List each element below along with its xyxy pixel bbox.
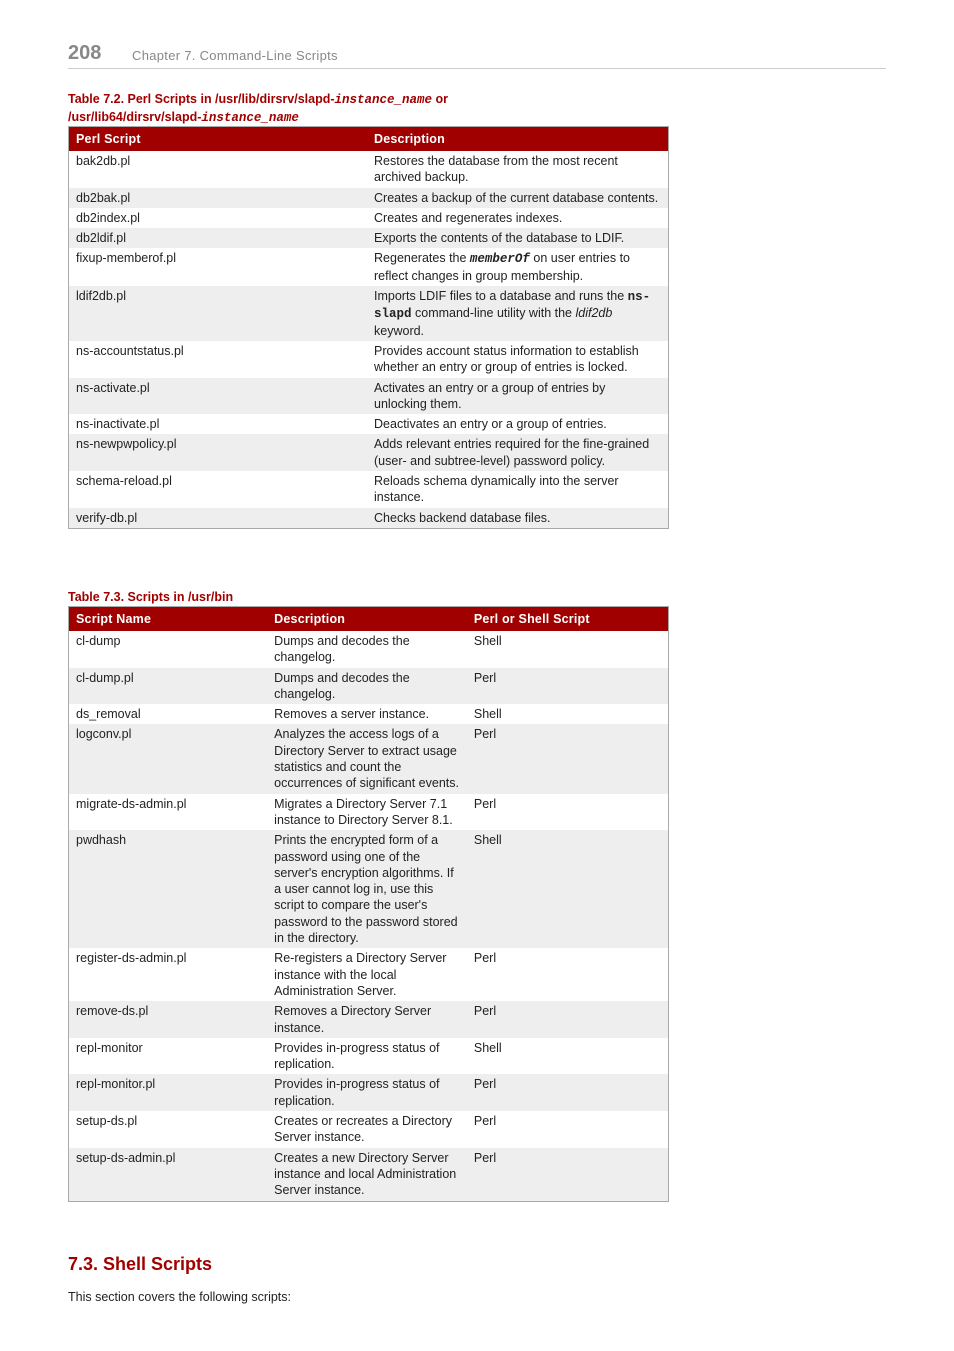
script-name: pwdhash xyxy=(69,830,268,948)
table-row xyxy=(69,228,669,248)
script-name: repl-monitor.pl xyxy=(69,1074,268,1111)
table-row xyxy=(69,208,669,228)
script-name: db2ldif.pl xyxy=(69,228,368,248)
table-row xyxy=(69,668,669,705)
table-row xyxy=(69,631,669,668)
script-description: Deactivates an entry or a group of entries. xyxy=(374,417,607,432)
script-type: Perl xyxy=(467,724,669,793)
script-description: Removes a server instance. xyxy=(274,707,430,722)
script-name: setup-ds-admin.pl xyxy=(69,1148,268,1201)
script-description: Imports LDIF files to a database and runs the ns-slapd command-line utility with the ldif2db keyword. xyxy=(367,286,668,341)
script-name: register-ds-admin.pl xyxy=(76,951,187,966)
script-description: Checks backend database files. xyxy=(367,508,668,529)
script-name: setup-ds.pl xyxy=(76,1114,138,1129)
script-description: Creates a new Directory Server instance and local Administration Server instance. xyxy=(267,1148,467,1201)
script-description: Analyzes the access logs of a Directory Server to extract usage statistics and count the occurrences of significant events. xyxy=(267,724,467,793)
script-type: Perl xyxy=(473,796,497,811)
script-name: fixup-memberof.pl xyxy=(76,251,177,266)
script-type: Perl xyxy=(467,1001,669,1038)
table-row xyxy=(69,704,669,724)
script-name: logconv.pl xyxy=(69,724,268,793)
table-row xyxy=(69,1074,669,1111)
script-name: ns-newpwpolicy.pl xyxy=(69,434,368,471)
script-name: ldif2db.pl xyxy=(69,286,368,341)
table-row xyxy=(69,508,669,529)
table-row xyxy=(69,724,669,793)
script-description: Regenerates the memberOf on user entries to reflect changes in group membership. xyxy=(374,251,630,283)
script-description: Migrates a Directory Server 7.1 instance to Directory Server 8.1. xyxy=(274,796,453,827)
script-type: Perl xyxy=(473,951,497,966)
table-row xyxy=(69,151,669,188)
script-type: Shell xyxy=(473,1040,502,1055)
table-row xyxy=(69,378,669,415)
table-7-2-caption: Table 7.2. Perl Scripts in /usr/lib/dirsrv/slapd-instance_name or /usr/lib64/dirsrv/slapd-instance_name xyxy=(68,92,449,125)
column-header: Description xyxy=(267,607,467,632)
table-row xyxy=(69,948,669,1001)
table-row xyxy=(69,1111,669,1148)
script-description: Provides account status information to establish whether an entry or group of entries is locked. xyxy=(374,343,639,375)
table-row xyxy=(69,414,669,434)
page-header xyxy=(68,42,886,69)
script-name: ns-accountstatus.pl xyxy=(76,343,184,358)
table-row xyxy=(69,248,669,286)
table-row xyxy=(69,794,669,831)
table-row xyxy=(69,1148,669,1201)
chapter-title: Chapter 7. Command-Line Scripts xyxy=(132,48,338,63)
script-name: ns-activate.pl xyxy=(69,378,368,415)
script-name: schema-reload.pl xyxy=(76,474,172,489)
script-name: remove-ds.pl xyxy=(69,1001,268,1038)
script-name: db2bak.pl xyxy=(69,188,368,208)
script-description: Creates a backup of the current database contents. xyxy=(367,188,668,208)
script-name: verify-db.pl xyxy=(69,508,368,529)
script-description: Restores the database from the most recent archived backup. xyxy=(374,154,618,185)
script-description: Re-registers a Directory Server instance with the local Administration Server. xyxy=(274,951,447,998)
script-name: db2index.pl xyxy=(76,210,140,225)
script-name: bak2db.pl xyxy=(76,154,131,168)
script-description: Adds relevant entries required for the fine-grained (user- and subtree-level) password policy. xyxy=(367,434,668,471)
section-intro: This section covers the following scripts: xyxy=(68,1290,292,1304)
table-header-row xyxy=(69,127,669,152)
script-description: Dumps and decodes the changelog. xyxy=(274,634,410,665)
script-type: Shell xyxy=(473,634,502,648)
script-name: ds_removal xyxy=(76,707,141,722)
script-description: Reloads schema dynamically into the server instance. xyxy=(374,474,619,505)
script-type: Perl xyxy=(473,1114,497,1129)
table-row xyxy=(69,434,669,471)
script-description: Prints the encrypted form of a password using one of the server's encryption algorithms. If a user cannot log in, use this script to compare the user's password to the password stored in the directory. xyxy=(267,830,467,948)
section-heading: 7.3. Shell Scripts xyxy=(68,1254,213,1274)
usr-bin-scripts-table xyxy=(68,606,669,1202)
script-type: Perl xyxy=(467,668,669,705)
column-header: Script Name xyxy=(69,607,268,632)
perl-scripts-table xyxy=(68,126,669,529)
table-row xyxy=(69,471,669,508)
script-type: Perl xyxy=(467,1074,669,1111)
table-row xyxy=(69,341,669,378)
script-name: cl-dump xyxy=(76,634,121,648)
column-header: Description xyxy=(367,127,668,152)
script-name: cl-dump.pl xyxy=(69,668,268,705)
script-name: ns-inactivate.pl xyxy=(76,417,160,432)
table-row xyxy=(69,188,669,208)
table-7-3-caption: Table 7.3. Scripts in /usr/bin xyxy=(68,590,234,604)
column-header: Perl or Shell Script xyxy=(467,607,669,632)
script-description: Removes a Directory Server instance. xyxy=(267,1001,467,1038)
script-description: Provides in-progress status of replication. xyxy=(274,1040,440,1072)
script-name: repl-monitor xyxy=(76,1040,143,1055)
script-type: Perl xyxy=(467,1148,669,1201)
table-row xyxy=(69,830,669,948)
table-row xyxy=(69,1001,669,1038)
script-type: Shell xyxy=(467,830,669,948)
script-description: Creates or recreates a Directory Server instance. xyxy=(274,1114,453,1145)
script-type: Shell xyxy=(473,707,502,722)
script-description: Dumps and decodes the changelog. xyxy=(267,668,467,705)
table-row xyxy=(69,1038,669,1075)
script-description: Provides in-progress status of replication. xyxy=(267,1074,467,1111)
script-name: migrate-ds-admin.pl xyxy=(76,796,187,811)
script-description: Activates an entry or a group of entries by unlocking them. xyxy=(367,378,668,415)
page-number: 208 xyxy=(68,42,102,64)
column-header: Perl Script xyxy=(69,127,368,152)
table-header-row xyxy=(69,607,669,632)
script-description: Creates and regenerates indexes. xyxy=(374,210,563,225)
table-row xyxy=(69,286,669,341)
script-description: Exports the contents of the database to LDIF. xyxy=(367,228,668,248)
